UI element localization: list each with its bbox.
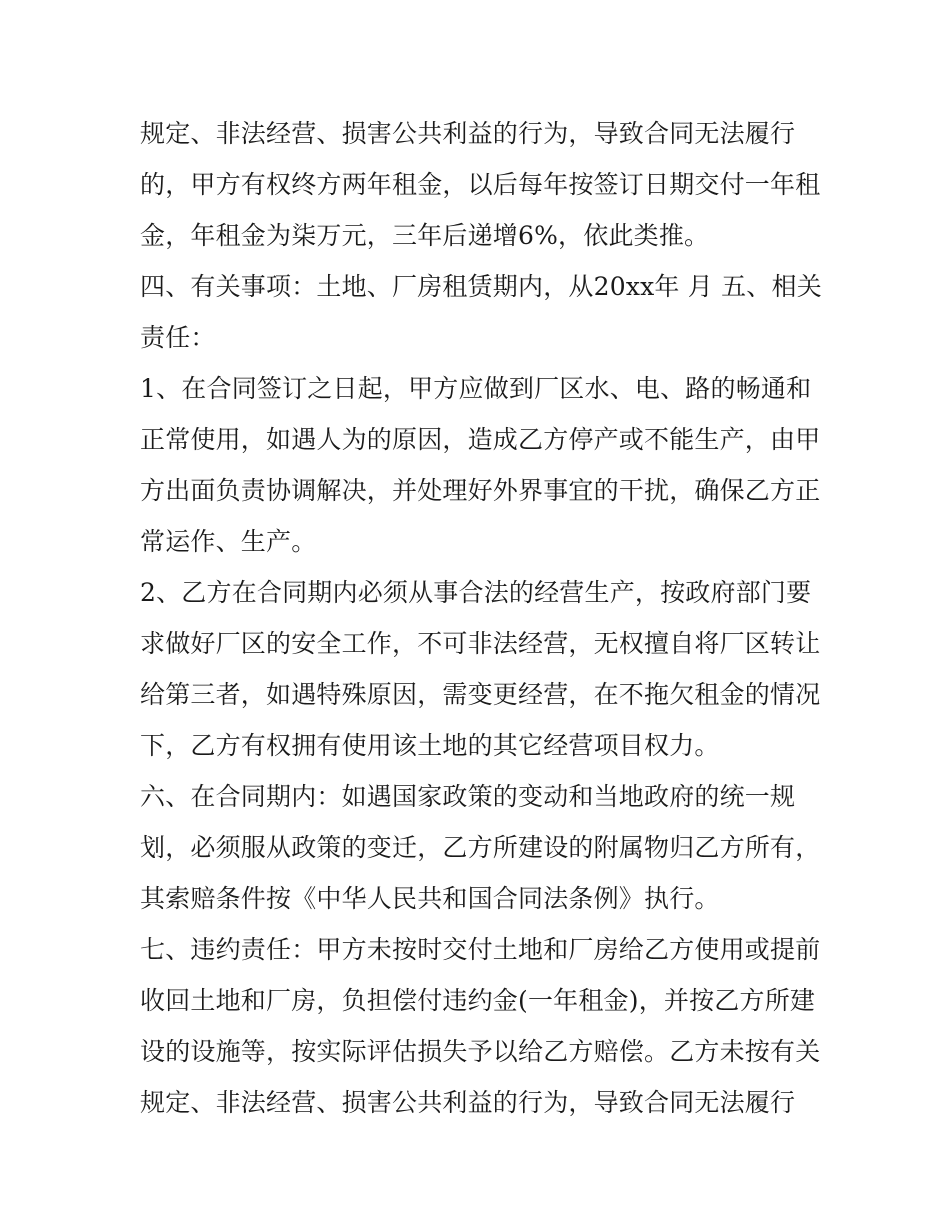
text-line: 方出面负责协调解决，并处理好外界事宜的干扰，确保乙方正	[140, 476, 821, 505]
text-line: 下，乙方有权拥有使用该土地的其它经营项目权力。	[140, 731, 720, 760]
clause-2: 2、乙方在合同期内必须从事合法的经营生产，按政府部门要	[140, 578, 812, 607]
clause-1: 1、在合同签订之日起，甲方应做到厂区水、电、路的畅通和	[140, 374, 812, 403]
text-line: 责任：	[140, 323, 216, 352]
text-line: 规定、非法经营、损害公共利益的行为，导致合同无法履行	[140, 119, 796, 148]
text-line: 常运作、生产。	[140, 527, 317, 556]
text-line: 设的设施等，按实际评估损失予以给乙方赔偿。乙方未按有关	[140, 1037, 821, 1066]
text-line: 其索赔条件按《中华人民共和国合同法条例》执行。	[140, 884, 720, 913]
text-line: 收回土地和厂房，负担偿付违约金(一年租金)，并按乙方所建	[140, 986, 816, 1015]
text-line: 划，必须服从政策的变迁，乙方所建设的附属物归乙方所有，	[140, 833, 821, 862]
text-line: 给第三者，如遇特殊原因，需变更经营，在不拖欠租金的情况	[140, 680, 821, 709]
text-line: 求做好厂区的安全工作，不可非法经营，无权擅自将厂区转让	[140, 629, 821, 658]
section-seven-heading: 七、违约责任：甲方未按时交付土地和厂房给乙方使用或提前	[140, 935, 821, 964]
section-four-heading: 四、有关事项：土地、厂房租赁期内，从20xx年 月 五、相关	[140, 272, 822, 301]
text-line: 正常使用，如遇人为的原因，造成乙方停产或不能生产，由甲	[140, 425, 821, 454]
text-line: 的，甲方有权终方两年租金，以后每年按签订日期交付一年租	[140, 170, 821, 199]
text-line: 金，年租金为柒万元，三年后递增6%，依此类推。	[140, 221, 710, 250]
section-six-heading: 六、在合同期内：如遇国家政策的变动和当地政府的统一规	[140, 782, 796, 811]
document-page	[140, 108, 820, 1128]
text-line: 规定、非法经营、损害公共利益的行为，导致合同无法履行	[140, 1088, 796, 1117]
